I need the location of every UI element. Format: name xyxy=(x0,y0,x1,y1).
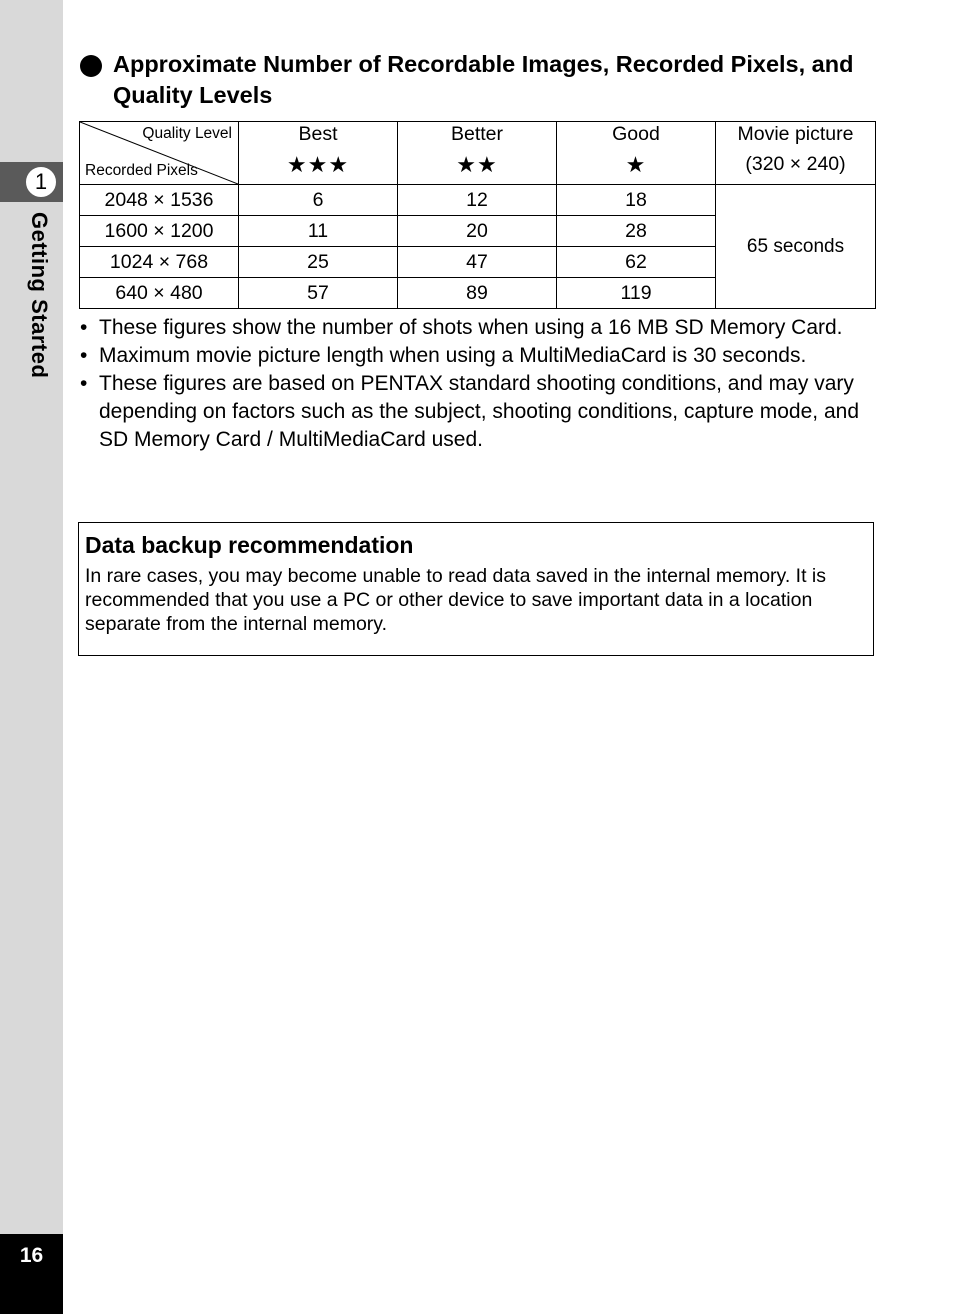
tip-body: In rare cases, you may become unable to read data saved in the internal memory. It is recommended that you use a PC or other device to save important data in a location separate from the internal memory. xyxy=(85,565,827,635)
table-row xyxy=(80,185,876,216)
data-backup-box xyxy=(78,522,874,656)
bullet-icon: • xyxy=(80,372,88,395)
column-header-best xyxy=(239,122,398,185)
column-label: Good xyxy=(612,123,660,145)
star-rating-icon: ★★ xyxy=(456,152,498,177)
pixels-cell: 1600 × 1200 xyxy=(80,216,239,247)
quality-level-label: Quality Level xyxy=(142,125,232,142)
value-cell: 20 xyxy=(398,216,557,247)
notes-list xyxy=(80,314,880,454)
tip-title: Data backup recommendation xyxy=(85,532,414,558)
chapter-title: Getting Started xyxy=(27,212,52,379)
value-cell: 57 xyxy=(239,278,398,309)
bullet-icon: • xyxy=(80,344,88,367)
section-title: Approximate Number of Recordable Images, Recorded Pixels, and Quality Levels xyxy=(113,51,854,108)
list-item xyxy=(80,370,880,454)
note-text: Maximum movie picture length when using a MultiMediaCard is 30 seconds. xyxy=(99,344,807,367)
recordable-images-table xyxy=(79,121,876,309)
star-rating-icon: ★ xyxy=(625,152,647,177)
value-cell: 18 xyxy=(557,185,716,216)
movie-header-label: Movie picture xyxy=(737,123,854,145)
movie-resolution: (320 × 240) xyxy=(745,153,846,175)
bullet-icon: • xyxy=(80,316,88,339)
section-bullet-icon xyxy=(80,55,102,77)
value-cell: 6 xyxy=(239,185,398,216)
value-cell: 11 xyxy=(239,216,398,247)
value-cell: 119 xyxy=(557,278,716,309)
pixels-cell: 1024 × 768 xyxy=(80,247,239,278)
table-corner-cell xyxy=(80,122,239,185)
pixels-cell: 2048 × 1536 xyxy=(80,185,239,216)
column-label: Better xyxy=(450,123,504,145)
value-cell: 25 xyxy=(239,247,398,278)
column-header-better xyxy=(398,122,557,185)
value-cell: 62 xyxy=(557,247,716,278)
column-label: Best xyxy=(298,123,338,145)
list-item xyxy=(80,314,880,342)
movie-length-cell: 65 seconds xyxy=(716,185,876,309)
chapter-number: 1 xyxy=(24,165,58,199)
note-text: These figures are based on PENTAX standard shooting conditions, and may vary depending on factors such as the subject, shooting conditions, capture mode, and SD Memory Card / MultiMediaCard used. xyxy=(99,372,859,451)
value-cell: 12 xyxy=(398,185,557,216)
recorded-pixels-label: Recorded Pixels xyxy=(85,162,198,179)
column-header-good xyxy=(557,122,716,185)
value-cell: 89 xyxy=(398,278,557,309)
table-header-row xyxy=(80,122,876,185)
list-item xyxy=(80,342,880,370)
star-rating-icon: ★★★ xyxy=(286,152,350,177)
page-number: 16 xyxy=(19,1244,44,1267)
value-cell: 47 xyxy=(398,247,557,278)
column-header-movie xyxy=(716,122,876,185)
pixels-cell: 640 × 480 xyxy=(80,278,239,309)
note-text: These figures show the number of shots when using a 16 MB SD Memory Card. xyxy=(99,316,843,339)
value-cell: 28 xyxy=(557,216,716,247)
